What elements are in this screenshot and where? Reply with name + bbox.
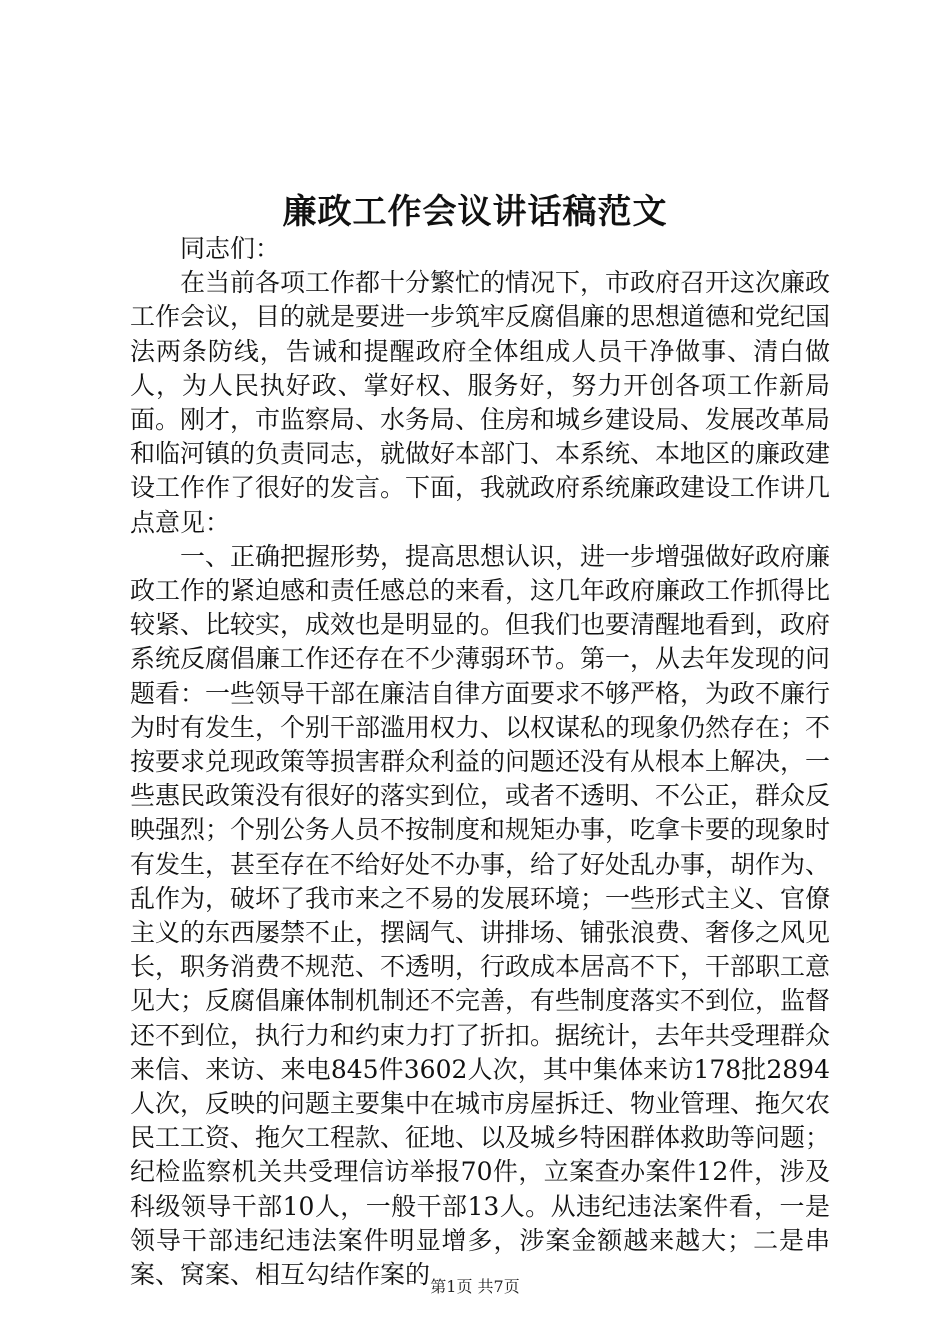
salutation: 同志们： xyxy=(180,234,281,263)
document-body xyxy=(130,232,830,1292)
paragraph-intro: 在当前各项工作都十分繁忙的情况下，市政府召开这次廉政工作会议，目的就是要进一步筑牢反腐倡廉的思想道德和党纪国法两条防线，告诫和提醒政府全体组成人员干净做事、清白做人，为人民执好政、掌好权、服务好，努力开创各项工作新局面。刚才，市监察局、水务局、住房和城乡建设局、发展改革局和临河镇的负责同志，就做好本部门、本系统、本地区的廉政建设工作作了很好的发言。下面，我就政府系统廉政建设工作讲几点意见： xyxy=(130,268,831,537)
page-footer: 第1页 共7页 xyxy=(430,1277,520,1296)
document-title: 廉政工作会议讲话稿范文 xyxy=(282,192,668,232)
paragraph-section-one: 一、正确把握形势，提高思想认识，进一步增强做好政府廉政工作的紧迫感和责任感总的来看，这几年政府廉政工作抓得比较紧、比较实，成效也是明显的。但我们也要清醒地看到，政府系统反腐倡廉工作还存在不少薄弱环节。第一，从去年发现的问题看：一些领导干部在廉洁自律方面要求不够严格，为政不廉行为时有发生，个别干部滥用权力、以权谋私的现象仍然存在；不按要求兑现政策等损害群众利益的问题还没有从根本上解决，一些惠民政策没有很好的落实到位，或者不透明、不公正，群众反映强烈；个别公务人员不按制度和规矩办事，吃拿卡要的现象时有发生，甚至存在不给好处不办事，给了好处乱办事，胡作为、乱作为，破坏了我市来之不易的发展环境；一些形式主义、官僚主义的东西屡禁不止，摆阔气、讲排场、铺张浪费、奢侈之风见长，职务消费不规范、不透明，行政成本居高不下，干部职工意见大；反腐倡廉体制机制还不完善，有些制度落实不到位，监督还不到位，执行力和约束力打了折扣。据统计，去年共受理群众来信、来访、来电845件3602人次，其中集体来访178批2894人次，反映的问题主要集中在城市房屋拆迁、物业管理、拖欠农民工工资、拖欠工程款、征地、以及城乡特困群体救助等问题；纪检监察机关共受理信访举报70件，立案查办案件12件，涉及科级领导干部10人，一般干部13人。从违纪违法案件看，一是领导干部违纪违法案件明显增多，涉案金额越来越大；二是串案、窝案、相互勾结作案的 xyxy=(130,541,831,1290)
